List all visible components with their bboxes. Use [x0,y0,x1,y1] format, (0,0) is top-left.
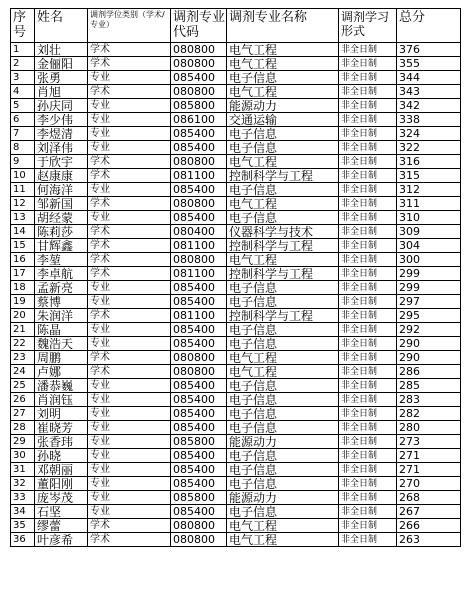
cell-major-code: 080800 [171,43,227,57]
header-row [11,9,461,43]
cell-seq: 30 [11,449,35,463]
cell-major-code: 080800 [171,519,227,533]
cell-name: 甘辉鑫 [35,239,88,253]
table-row [11,491,461,505]
cell-major-name: 电子信息 [227,183,339,197]
cell-total-score: 290 [397,337,461,351]
cell-total-score: 266 [397,519,461,533]
header-seq: 序号 [11,9,35,43]
cell-total-score: 271 [397,449,461,463]
cell-study-mode: 非全日制 [339,197,397,211]
cell-degree-type: 专业 [88,183,171,197]
table-row [11,267,461,281]
cell-name: 邹新国 [35,197,88,211]
cell-major-code: 085400 [171,183,227,197]
cell-major-name: 电子信息 [227,323,339,337]
table-row [11,295,461,309]
cell-name: 陈莉莎 [35,225,88,239]
cell-name: 缪蕾 [35,519,88,533]
cell-seq: 31 [11,463,35,477]
cell-name: 何海洋 [35,183,88,197]
cell-degree-type: 学术 [88,197,171,211]
cell-degree-type: 专业 [88,337,171,351]
cell-seq: 1 [11,43,35,57]
cell-major-name: 电子信息 [227,407,339,421]
cell-major-name: 能源动力 [227,435,339,449]
table-row [11,197,461,211]
header-degree-type: 调剂学位类别（学术/专业） [88,9,171,43]
cell-total-score: 376 [397,43,461,57]
cell-total-score: 282 [397,407,461,421]
table-row [11,71,461,85]
cell-major-code: 080800 [171,365,227,379]
cell-degree-type: 专业 [88,393,171,407]
cell-degree-type: 专业 [88,407,171,421]
cell-total-score: 312 [397,183,461,197]
cell-study-mode: 非全日制 [339,505,397,519]
cell-major-name: 电子信息 [227,421,339,435]
cell-name: 周鹏 [35,351,88,365]
cell-major-name: 电气工程 [227,351,339,365]
cell-seq: 22 [11,337,35,351]
cell-total-score: 355 [397,57,461,71]
cell-name: 庞岑茂 [35,491,88,505]
cell-major-name: 电气工程 [227,253,339,267]
table-row [11,225,461,239]
cell-degree-type: 学术 [88,267,171,281]
cell-total-score: 311 [397,197,461,211]
cell-seq: 4 [11,85,35,99]
cell-seq: 3 [11,71,35,85]
table-row [11,309,461,323]
cell-total-score: 263 [397,533,461,547]
cell-degree-type: 专业 [88,449,171,463]
cell-study-mode: 非全日制 [339,323,397,337]
cell-degree-type: 专业 [88,435,171,449]
cell-degree-type: 学术 [88,155,171,169]
cell-study-mode: 非全日制 [339,43,397,57]
cell-major-name: 电子信息 [227,337,339,351]
table-row [11,85,461,99]
cell-study-mode: 非全日制 [339,141,397,155]
cell-name: 胡经蒙 [35,211,88,225]
cell-name: 孙庆同 [35,99,88,113]
cell-seq: 24 [11,365,35,379]
cell-total-score: 290 [397,351,461,365]
cell-seq: 12 [11,197,35,211]
cell-seq: 2 [11,57,35,71]
table-row [11,449,461,463]
cell-major-code: 080800 [171,253,227,267]
cell-total-score: 300 [397,253,461,267]
cell-study-mode: 非全日制 [339,463,397,477]
cell-study-mode: 非全日制 [339,351,397,365]
header-major-name: 调剂专业名称 [227,9,339,43]
cell-major-code: 085400 [171,407,227,421]
cell-total-score: 273 [397,435,461,449]
cell-major-code: 085800 [171,435,227,449]
cell-seq: 15 [11,239,35,253]
cell-seq: 29 [11,435,35,449]
cell-total-score: 316 [397,155,461,169]
cell-major-code: 081100 [171,239,227,253]
cell-total-score: 309 [397,225,461,239]
cell-major-name: 仪器科学与技术 [227,225,339,239]
cell-major-code: 085400 [171,477,227,491]
cell-degree-type: 专业 [88,323,171,337]
cell-degree-type: 专业 [88,505,171,519]
cell-name: 石坚 [35,505,88,519]
cell-major-name: 电子信息 [227,71,339,85]
cell-major-code: 085400 [171,379,227,393]
cell-major-code: 085400 [171,421,227,435]
cell-study-mode: 非全日制 [339,295,397,309]
cell-degree-type: 专业 [88,127,171,141]
cell-study-mode: 非全日制 [339,379,397,393]
cell-name: 崔晓芳 [35,421,88,435]
cell-degree-type: 学术 [88,365,171,379]
table-row [11,57,461,71]
table-row [11,435,461,449]
cell-study-mode: 非全日制 [339,225,397,239]
cell-major-name: 电子信息 [227,393,339,407]
cell-major-name: 电子信息 [227,281,339,295]
cell-seq: 17 [11,267,35,281]
cell-seq: 13 [11,211,35,225]
cell-degree-type: 专业 [88,295,171,309]
cell-major-code: 085800 [171,491,227,505]
cell-major-code: 085400 [171,295,227,309]
cell-total-score: 271 [397,463,461,477]
cell-name: 邓朝丽 [35,463,88,477]
cell-name: 李卓航 [35,267,88,281]
cell-name: 刘壮 [35,43,88,57]
cell-degree-type: 专业 [88,379,171,393]
cell-name: 李少伟 [35,113,88,127]
cell-major-code: 085400 [171,211,227,225]
cell-name: 肖旭 [35,85,88,99]
cell-seq: 14 [11,225,35,239]
cell-study-mode: 非全日制 [339,281,397,295]
cell-study-mode: 非全日制 [339,533,397,547]
cell-major-code: 081100 [171,267,227,281]
table-row [11,323,461,337]
cell-major-name: 能源动力 [227,99,339,113]
cell-name: 赵康康 [35,169,88,183]
cell-major-name: 控制科学与工程 [227,239,339,253]
cell-study-mode: 非全日制 [339,127,397,141]
cell-seq: 20 [11,309,35,323]
cell-major-code: 081100 [171,169,227,183]
cell-major-name: 电气工程 [227,519,339,533]
cell-major-code: 080800 [171,57,227,71]
table-row [11,379,461,393]
cell-major-code: 080800 [171,155,227,169]
cell-study-mode: 非全日制 [339,491,397,505]
table-row [11,155,461,169]
table-row [11,533,461,547]
cell-degree-type: 学术 [88,253,171,267]
cell-seq: 11 [11,183,35,197]
table-row [11,421,461,435]
cell-name: 刘明 [35,407,88,421]
cell-major-name: 能源动力 [227,491,339,505]
cell-major-name: 电气工程 [227,57,339,71]
cell-seq: 10 [11,169,35,183]
cell-name: 金俪阳 [35,57,88,71]
cell-major-name: 电子信息 [227,505,339,519]
cell-major-code: 080800 [171,533,227,547]
cell-degree-type: 学术 [88,239,171,253]
cell-degree-type: 专业 [88,281,171,295]
table-row [11,365,461,379]
cell-major-code: 080800 [171,85,227,99]
cell-major-name: 电气工程 [227,365,339,379]
table-row [11,127,461,141]
cell-seq: 8 [11,141,35,155]
cell-study-mode: 非全日制 [339,267,397,281]
table-row [11,281,461,295]
cell-major-name: 电子信息 [227,141,339,155]
table-row [11,99,461,113]
table-row [11,351,461,365]
cell-seq: 28 [11,421,35,435]
cell-major-name: 电气工程 [227,85,339,99]
cell-study-mode: 非全日制 [339,239,397,253]
cell-major-name: 电子信息 [227,463,339,477]
cell-name: 于欣宇 [35,155,88,169]
cell-seq: 16 [11,253,35,267]
cell-name: 陈晶 [35,323,88,337]
cell-name: 叶彦希 [35,533,88,547]
cell-major-name: 电子信息 [227,449,339,463]
cell-seq: 6 [11,113,35,127]
cell-major-code: 085400 [171,505,227,519]
cell-degree-type: 学术 [88,57,171,71]
table-row [11,113,461,127]
cell-total-score: 270 [397,477,461,491]
cell-major-code: 086100 [171,113,227,127]
table-row [11,239,461,253]
cell-total-score: 267 [397,505,461,519]
cell-major-code: 085400 [171,323,227,337]
table-row [11,183,461,197]
cell-study-mode: 非全日制 [339,435,397,449]
table-row [11,463,461,477]
cell-seq: 9 [11,155,35,169]
cell-seq: 33 [11,491,35,505]
table-row [11,505,461,519]
cell-major-name: 电气工程 [227,197,339,211]
cell-seq: 34 [11,505,35,519]
cell-degree-type: 学术 [88,43,171,57]
cell-total-score: 295 [397,309,461,323]
cell-degree-type: 专业 [88,477,171,491]
cell-study-mode: 非全日制 [339,211,397,225]
cell-seq: 36 [11,533,35,547]
cell-study-mode: 非全日制 [339,85,397,99]
cell-total-score: 268 [397,491,461,505]
table-row [11,211,461,225]
cell-name: 刘泽伟 [35,141,88,155]
cell-major-name: 电子信息 [227,211,339,225]
cell-name: 卢娜 [35,365,88,379]
header-study-mode: 调剂学习形式 [339,9,397,43]
cell-study-mode: 非全日制 [339,155,397,169]
cell-total-score: 292 [397,323,461,337]
cell-name: 魏浩天 [35,337,88,351]
cell-major-code: 085400 [171,127,227,141]
cell-degree-type: 专业 [88,113,171,127]
cell-major-name: 交通运输 [227,113,339,127]
cell-degree-type: 学术 [88,225,171,239]
table-row [11,43,461,57]
cell-study-mode: 非全日制 [339,309,397,323]
cell-major-name: 控制科学与工程 [227,169,339,183]
cell-study-mode: 非全日制 [339,113,397,127]
cell-major-name: 电子信息 [227,127,339,141]
cell-degree-type: 学术 [88,85,171,99]
cell-total-score: 285 [397,379,461,393]
cell-total-score: 310 [397,211,461,225]
cell-study-mode: 非全日制 [339,71,397,85]
cell-name: 潘恭巍 [35,379,88,393]
cell-name: 朱润洋 [35,309,88,323]
cell-major-code: 085400 [171,463,227,477]
cell-major-code: 085400 [171,393,227,407]
cell-degree-type: 专业 [88,463,171,477]
cell-seq: 26 [11,393,35,407]
cell-name: 董阳刚 [35,477,88,491]
cell-study-mode: 非全日制 [339,519,397,533]
cell-degree-type: 学术 [88,169,171,183]
cell-degree-type: 专业 [88,141,171,155]
cell-degree-type: 学术 [88,519,171,533]
cell-degree-type: 学术 [88,533,171,547]
cell-study-mode: 非全日制 [339,449,397,463]
cell-total-score: 304 [397,239,461,253]
cell-total-score: 297 [397,295,461,309]
cell-seq: 32 [11,477,35,491]
cell-major-name: 电气工程 [227,43,339,57]
table-row [11,337,461,351]
cell-total-score: 299 [397,281,461,295]
cell-study-mode: 非全日制 [339,421,397,435]
cell-major-code: 080800 [171,351,227,365]
cell-seq: 23 [11,351,35,365]
cell-name: 蔡博 [35,295,88,309]
cell-study-mode: 非全日制 [339,169,397,183]
cell-total-score: 315 [397,169,461,183]
cell-degree-type: 专业 [88,71,171,85]
cell-study-mode: 非全日制 [339,393,397,407]
cell-major-code: 081100 [171,309,227,323]
cell-major-name: 电子信息 [227,477,339,491]
cell-study-mode: 非全日制 [339,183,397,197]
table-row [11,393,461,407]
cell-seq: 19 [11,295,35,309]
table-row [11,407,461,421]
cell-seq: 35 [11,519,35,533]
cell-total-score: 342 [397,99,461,113]
cell-seq: 27 [11,407,35,421]
cell-total-score: 299 [397,267,461,281]
cell-name: 肖润钰 [35,393,88,407]
cell-major-code: 080400 [171,225,227,239]
header-name: 姓名 [35,9,88,43]
cell-study-mode: 非全日制 [339,99,397,113]
header-major-code: 调剂专业代码 [171,9,227,43]
cell-major-code: 085400 [171,449,227,463]
cell-seq: 18 [11,281,35,295]
cell-major-name: 控制科学与工程 [227,309,339,323]
cell-major-name: 电气工程 [227,533,339,547]
cell-degree-type: 专业 [88,211,171,225]
cell-total-score: 324 [397,127,461,141]
cell-name: 李煜清 [35,127,88,141]
cell-major-name: 控制科学与工程 [227,267,339,281]
cell-degree-type: 专业 [88,99,171,113]
cell-study-mode: 非全日制 [339,253,397,267]
cell-major-code: 085400 [171,337,227,351]
cell-seq: 25 [11,379,35,393]
cell-name: 李堃 [35,253,88,267]
cell-major-code: 085400 [171,141,227,155]
cell-total-score: 338 [397,113,461,127]
cell-total-score: 286 [397,365,461,379]
cell-major-name: 电气工程 [227,155,339,169]
header-total-score: 总分 [397,9,461,43]
cell-study-mode: 非全日制 [339,477,397,491]
table-row [11,169,461,183]
cell-degree-type: 专业 [88,421,171,435]
cell-name: 张勇 [35,71,88,85]
cell-major-name: 电子信息 [227,295,339,309]
cell-total-score: 280 [397,421,461,435]
table-row [11,141,461,155]
cell-major-code: 080800 [171,197,227,211]
cell-study-mode: 非全日制 [339,57,397,71]
cell-major-name: 电子信息 [227,379,339,393]
cell-study-mode: 非全日制 [339,337,397,351]
cell-seq: 5 [11,99,35,113]
cell-name: 孟新亮 [35,281,88,295]
table-row [11,253,461,267]
cell-seq: 7 [11,127,35,141]
cell-degree-type: 学术 [88,309,171,323]
cell-degree-type: 学术 [88,351,171,365]
table-row [11,477,461,491]
cell-total-score: 344 [397,71,461,85]
cell-degree-type: 专业 [88,491,171,505]
cell-study-mode: 非全日制 [339,365,397,379]
table-row [11,519,461,533]
cell-major-code: 085400 [171,71,227,85]
cell-name: 张香玮 [35,435,88,449]
cell-seq: 21 [11,323,35,337]
cell-total-score: 283 [397,393,461,407]
cell-study-mode: 非全日制 [339,407,397,421]
cell-total-score: 322 [397,141,461,155]
cell-total-score: 343 [397,85,461,99]
cell-major-code: 085400 [171,281,227,295]
cell-major-code: 085800 [171,99,227,113]
cell-name: 孙晓 [35,449,88,463]
adjustment-list-table [10,8,461,547]
